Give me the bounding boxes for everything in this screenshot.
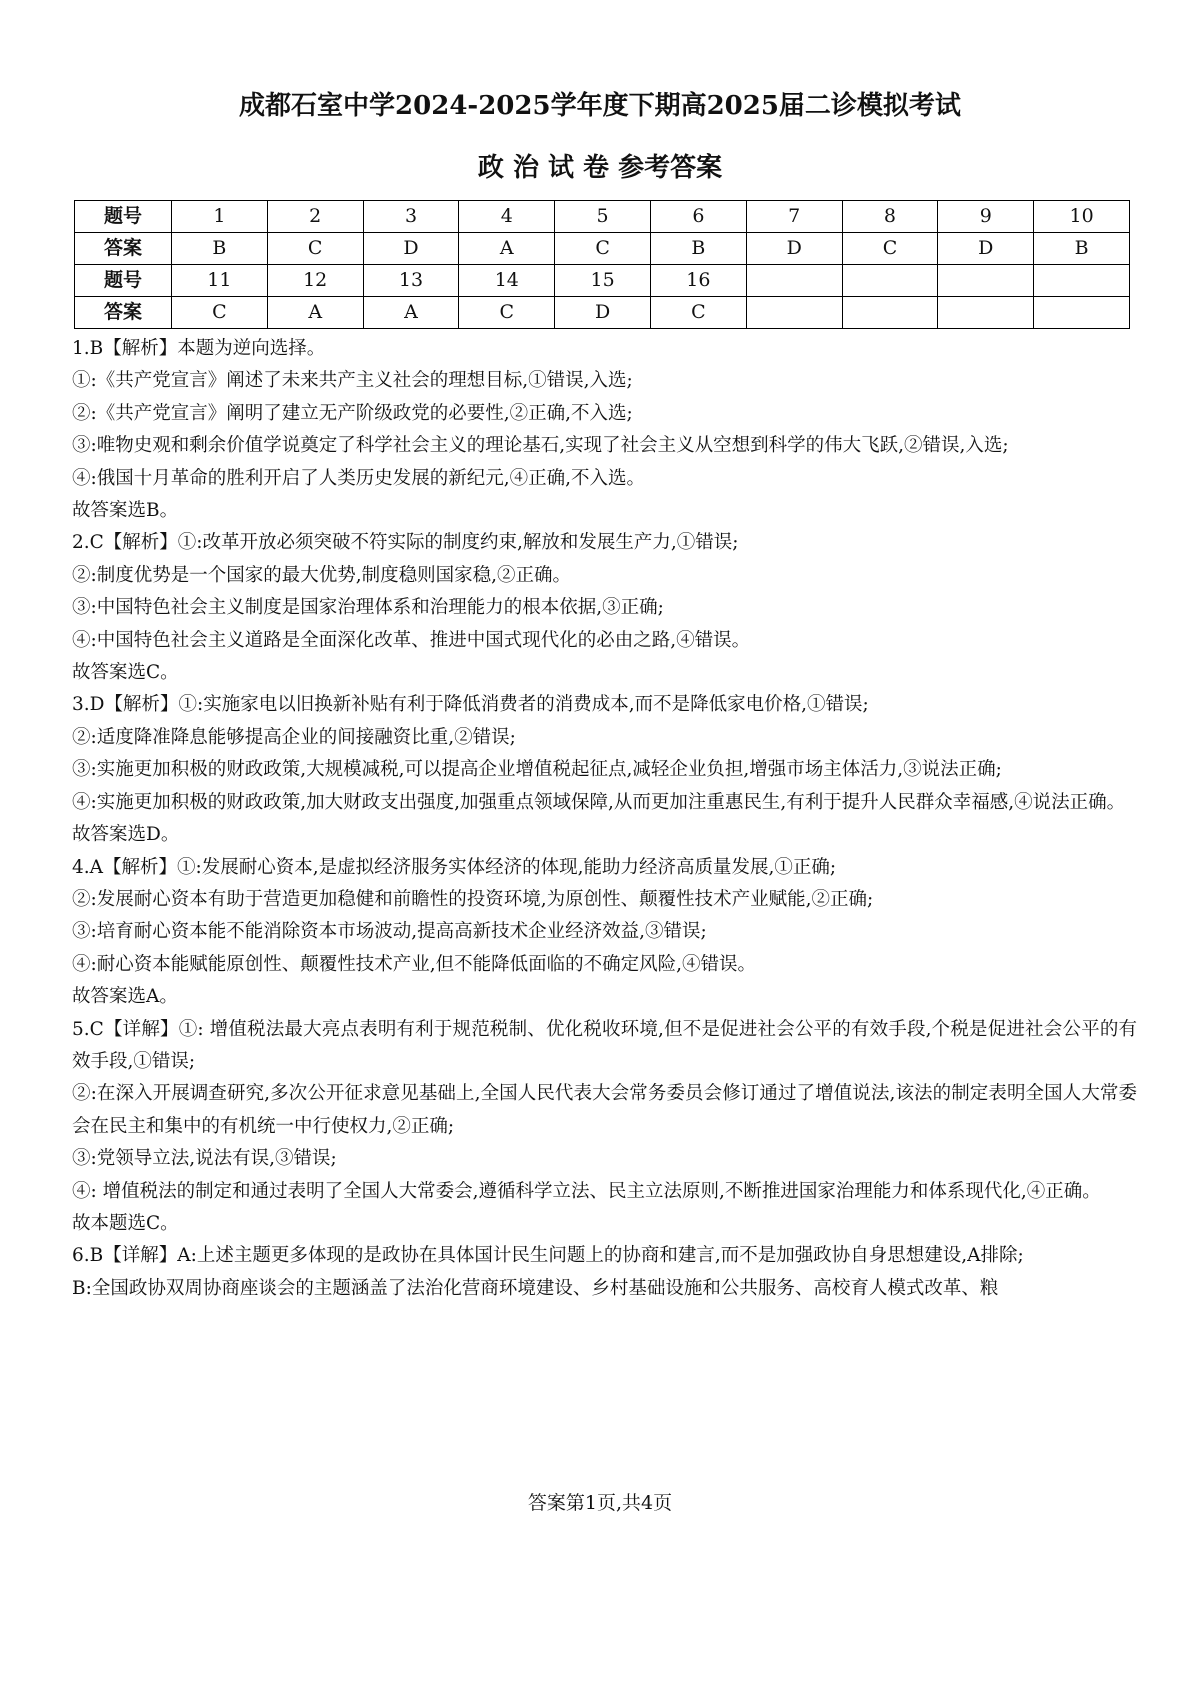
question-number-cell: 1: [172, 201, 268, 233]
answer-cell: B: [172, 233, 268, 265]
page-footer: 答案第1页,共4页: [527, 1492, 673, 1514]
explanation-line: ②:适度降准降息能够提高企业的间接融资比重,②错误;: [72, 726, 516, 748]
question-number-cell: 15: [555, 265, 651, 297]
question-number-cell: 14: [459, 265, 555, 297]
explanation-line: ③:党领导立法,说法有误,③错误;: [72, 1148, 337, 1170]
explanation-line: 3.D【解析】①:实施家电以旧换新补贴有利于降低消费者的消费成本,而不是降低家电价格,①错误;: [72, 694, 869, 716]
question-number-cell: 5: [555, 201, 651, 233]
question-number-cell: 3: [363, 201, 459, 233]
answer-row: [75, 297, 1130, 329]
answer-table: [74, 200, 1130, 329]
row-header: 答案: [75, 297, 172, 329]
explanation-line: ②:在深入开展调查研究,多次公开征求意见基础上,全国人民代表大会常务委员会修订通过了增值说法,该法的制定表明全国人大常委会在民主和集中的有机统一中行使权力,②正确;: [72, 1083, 1137, 1137]
question-number-cell: 16: [650, 265, 746, 297]
answer-cell: [1034, 297, 1130, 329]
question-number-cell: 10: [1034, 201, 1130, 233]
question-number-row: [75, 201, 1130, 233]
explanation-line: ④:实施更加积极的财政政策,加大财政支出强度,加强重点领域保障,从而更加注重惠民生,有利于提升人民群众幸福感,④说法正确。: [72, 791, 1126, 813]
explanation-line: ④:俄国十月革命的胜利开启了人类历史发展的新纪元,④正确,不入选。: [72, 467, 645, 489]
answer-cell: D: [555, 297, 651, 329]
answer-cell: C: [555, 233, 651, 265]
question-number-cell: [1034, 265, 1130, 297]
answer-cell: [746, 297, 842, 329]
question-number-cell: [938, 265, 1034, 297]
explanation-line: 故答案选B。: [72, 500, 179, 522]
row-header: 题号: [75, 265, 172, 297]
explanation-line: ④: 增值税法的制定和通过表明了全国人大常委会,遵循科学立法、民主立法原则,不断推进国家治理能力和体系现代化,④正确。: [72, 1180, 1101, 1202]
explanation-line: 4.A【解析】①:发展耐心资本,是虚拟经济服务实体经济的体现,能助力经济高质量发展,①正确;: [72, 856, 837, 878]
answer-cell: C: [459, 297, 555, 329]
answer-cell: D: [746, 233, 842, 265]
answer-cell: D: [363, 233, 459, 265]
explanation-line: 故答案选A。: [72, 986, 178, 1008]
document-subtitle: 政 治 试 卷 参考答案: [477, 153, 723, 183]
explanation-line: 2.C【解析】①:改革开放必须突破不符实际的制度约束,解放和发展生产力,①错误;: [72, 532, 739, 554]
question-number-row: [75, 265, 1130, 297]
question-number-cell: 2: [267, 201, 363, 233]
explanation-line: ②:制度优势是一个国家的最大优势,制度稳则国家稳,②正确。: [72, 564, 571, 586]
answer-cell: [842, 297, 938, 329]
explanations: [72, 333, 1137, 1305]
answer-cell: C: [842, 233, 938, 265]
answer-cell: C: [267, 233, 363, 265]
row-header: 答案: [75, 233, 172, 265]
question-number-cell: 8: [842, 201, 938, 233]
answer-cell: B: [1034, 233, 1130, 265]
answer-cell: A: [363, 297, 459, 329]
question-number-cell: 6: [650, 201, 746, 233]
question-number-cell: [746, 265, 842, 297]
question-number-cell: 7: [746, 201, 842, 233]
answer-row: [75, 233, 1130, 265]
row-header: 题号: [75, 201, 172, 233]
explanation-line: ②:《共产党宣言》阐明了建立无产阶级政党的必要性,②正确,不入选;: [72, 402, 633, 424]
answer-cell: A: [459, 233, 555, 265]
explanation-line: ④:中国特色社会主义道路是全面深化改革、推进中国式现代化的必由之路,④错误。: [72, 629, 751, 651]
question-number-cell: 4: [459, 201, 555, 233]
document-title: 成都石室中学2024-2025学年度下期高2025届二诊模拟考试: [239, 91, 961, 121]
explanation-line: ②:发展耐心资本有助于营造更加稳健和前瞻性的投资环境,为原创性、颠覆性技术产业赋能,②正确;: [72, 888, 874, 910]
explanation-line: 故本题选C。: [72, 1212, 179, 1234]
explanation-line: 故答案选C。: [72, 662, 179, 684]
explanation-line: ③:唯物史观和剩余价值学说奠定了科学社会主义的理论基石,实现了社会主义从空想到科学的伟大飞跃,②错误,入选;: [72, 435, 1009, 457]
explanation-line: 5.C【详解】①: 增值税法最大亮点表明有利于规范税制、优化税收环境,但不是促进社会公平的有效手段,个税是促进社会公平的有效手段,①错误;: [72, 1018, 1137, 1072]
answer-cell: [938, 297, 1034, 329]
answer-cell: C: [172, 297, 268, 329]
explanation-line: 1.B【解析】本题为逆向选择。: [72, 338, 326, 359]
explanation-line: B:全国政协双周协商座谈会的主题涵盖了法治化营商环境建设、乡村基础设施和公共服务、高校育人模式改革、粮: [72, 1277, 999, 1299]
question-number-cell: 11: [172, 265, 268, 297]
answer-cell: C: [650, 297, 746, 329]
explanation-line: 6.B【详解】A:上述主题更多体现的是政协在具体国计民生问题上的协商和建言,而不是加强政协自身思想建设,A排除;: [72, 1245, 1024, 1267]
question-number-cell: 13: [363, 265, 459, 297]
answer-cell: D: [938, 233, 1034, 265]
explanation-line: ④:耐心资本能赋能原创性、颠覆性技术产业,但不能降低面临的不确定风险,④错误。: [72, 953, 756, 975]
explanation-line: ③:实施更加积极的财政政策,大规模减税,可以提高企业增值税起征点,减轻企业负担,增强市场主体活力,③说法正确;: [72, 759, 1002, 781]
question-number-cell: [842, 265, 938, 297]
explanation-line: ①:《共产党宣言》阐述了未来共产主义社会的理想目标,①错误,入选;: [72, 370, 633, 392]
explanation-line: ③:培育耐心资本能不能消除资本市场波动,提高高新技术企业经济效益,③错误;: [72, 921, 707, 943]
answer-cell: A: [267, 297, 363, 329]
answer-cell: B: [650, 233, 746, 265]
explanation-line: ③:中国特色社会主义制度是国家治理体系和治理能力的根本依据,③正确;: [72, 597, 664, 619]
question-number-cell: 9: [938, 201, 1034, 233]
explanation-line: 故答案选D。: [72, 824, 180, 846]
question-number-cell: 12: [267, 265, 363, 297]
